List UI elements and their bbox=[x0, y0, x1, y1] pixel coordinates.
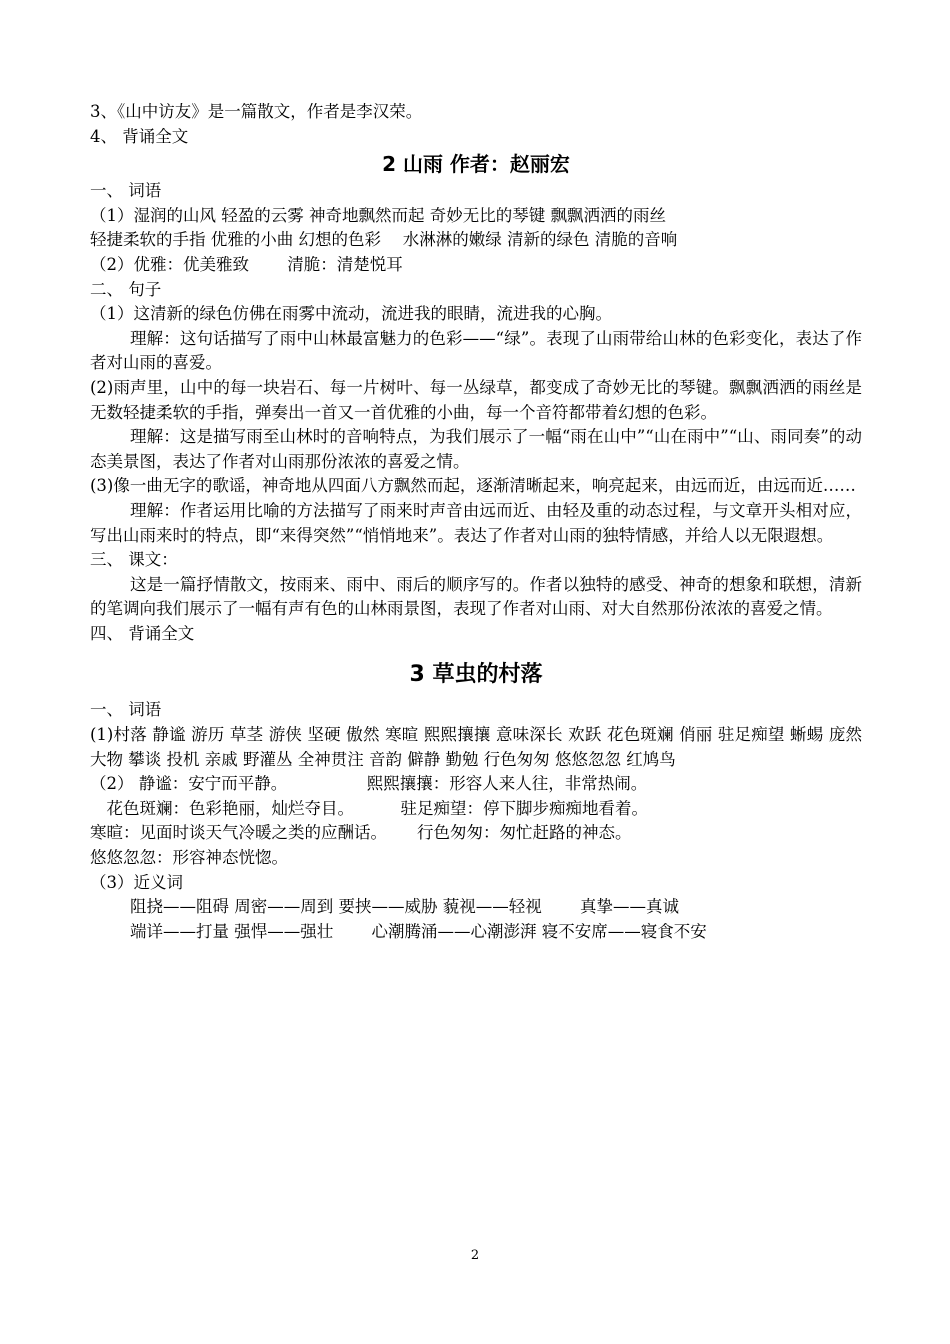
sentence-analysis: 理解：这句话描写了雨中山林最富魅力的色彩——“绿”。表现了山雨带给山林的色彩变化，表达了作者对山雨的喜爱。 bbox=[90, 328, 862, 373]
line-item: 3、《山中访友》是一篇散文，作者是李汉荣。 bbox=[90, 102, 423, 121]
line-item: 4、 背诵全文 bbox=[90, 126, 189, 146]
vocab-definition: 寒暄：见面时谈天气冷暖之类的应酬话。 行色匆匆：匆忙赶路的神态。 bbox=[90, 823, 632, 843]
lesson2-title: 2 山雨 作者：赵丽宏 bbox=[382, 152, 570, 177]
page-number: 2 bbox=[470, 1248, 480, 1263]
sentence-quote: (2)雨声里，山中的每一块岩石、每一片树叶、每一丛绿草，都变成了奇妙无比的琴键。飘飘洒洒的雨丝是无数轻捷柔软的手指，弹奏出一首又一首优雅的小曲，每一个音符都带着幻想的色彩。 bbox=[90, 377, 862, 422]
synonym-line: 端详——打量 强悍——强壮 心潮腾涌——心潮澎湃 寝不安席——寝食不安 bbox=[130, 921, 707, 941]
text-summary: 这是一篇抒情散文，按雨来、雨中、雨后的顺序写的。作者以独特的感受、神奇的想象和联想，清新的笔调向我们展示了一幅有声有色的山林雨景图，表现了作者对山雨、对大自然那份浓浓的喜爱之情。 bbox=[90, 574, 862, 619]
section-heading: 一、 词语 bbox=[90, 700, 162, 720]
sentence-analysis: 理解：这是描写雨至山林时的音响特点，为我们展示了一幅“雨在山中”“山在雨中”“山、雨同奏”的动态美景图，表达了作者对山雨那份浓浓的喜爱之情。 bbox=[90, 427, 862, 471]
lesson3-title: 3 草虫的村落 bbox=[409, 662, 543, 688]
vocab-line: 轻捷柔软的手指 优雅的小曲 幻想的色彩 水淋淋的嫩绿 清新的绿色 清脆的音响 bbox=[90, 230, 678, 250]
sentence-analysis: 理解：作者运用比喻的方法描写了雨来时声音由远而近、由轻及重的动态过程，与文章开头相对应，写出山雨来时的特点，即“来得突然”“悄悄地来”。表达了作者对山雨的独特情感，并给人以无限遐想。 bbox=[90, 500, 862, 545]
vocab-definition: （2） 静谧：安宁而平静。 熙熙攘攘：形容人来人往，非常热闹。 bbox=[90, 774, 648, 794]
section-heading: 四、 背诵全文 bbox=[90, 623, 195, 643]
sentence-quote: （1）这清新的绿色仿佛在雨雾中流动，流进我的眼睛，流进我的心胸。 bbox=[90, 304, 612, 324]
section-heading: 三、 课文： bbox=[90, 550, 178, 570]
document-page bbox=[90, 100, 862, 944]
vocab-definition: 悠悠忽忽：形容神态恍惚。 bbox=[90, 848, 288, 868]
section-heading: 二、 句子 bbox=[90, 279, 162, 299]
vocab-definition: （2）优雅：优美雅致 清脆：清楚悦耳 bbox=[90, 254, 403, 274]
sentence-quote: (3)像一曲无字的歌谣，神奇地从四面八方飘然而起，逐渐清晰起来，响亮起来，由远而近，由远而近…… bbox=[90, 476, 856, 496]
vocab-list: (1)村落 静谧 游历 草茎 游侠 坚硬 傲然 寒暄 熙熙攘攘 意味深长 欢跃 花色斑斓 俏丽 驻足痴望 蜥蜴 庞然大物 攀谈 投机 亲戚 野灌丛 全神贯注 音韵 僻静 勤勉 行色匆匆 悠悠忽忽 红鸠鸟 bbox=[90, 725, 862, 769]
synonym-line: 阻挠——阻碍 周密——周到 要挟——威胁 藐视——轻视 真挚——真诚 bbox=[130, 897, 679, 917]
synonym-heading: （3）近义词 bbox=[90, 872, 183, 892]
vocab-definition: 花色斑斓：色彩艳丽，灿烂夺目。 驻足痴望：停下脚步痴痴地看着。 bbox=[90, 798, 648, 818]
section-heading: 一、 词语 bbox=[90, 181, 162, 201]
vocab-line: （1）湿润的山风 轻盈的云雾 神奇地飘然而起 奇妙无比的琴键 飘飘洒洒的雨丝 bbox=[90, 205, 666, 225]
